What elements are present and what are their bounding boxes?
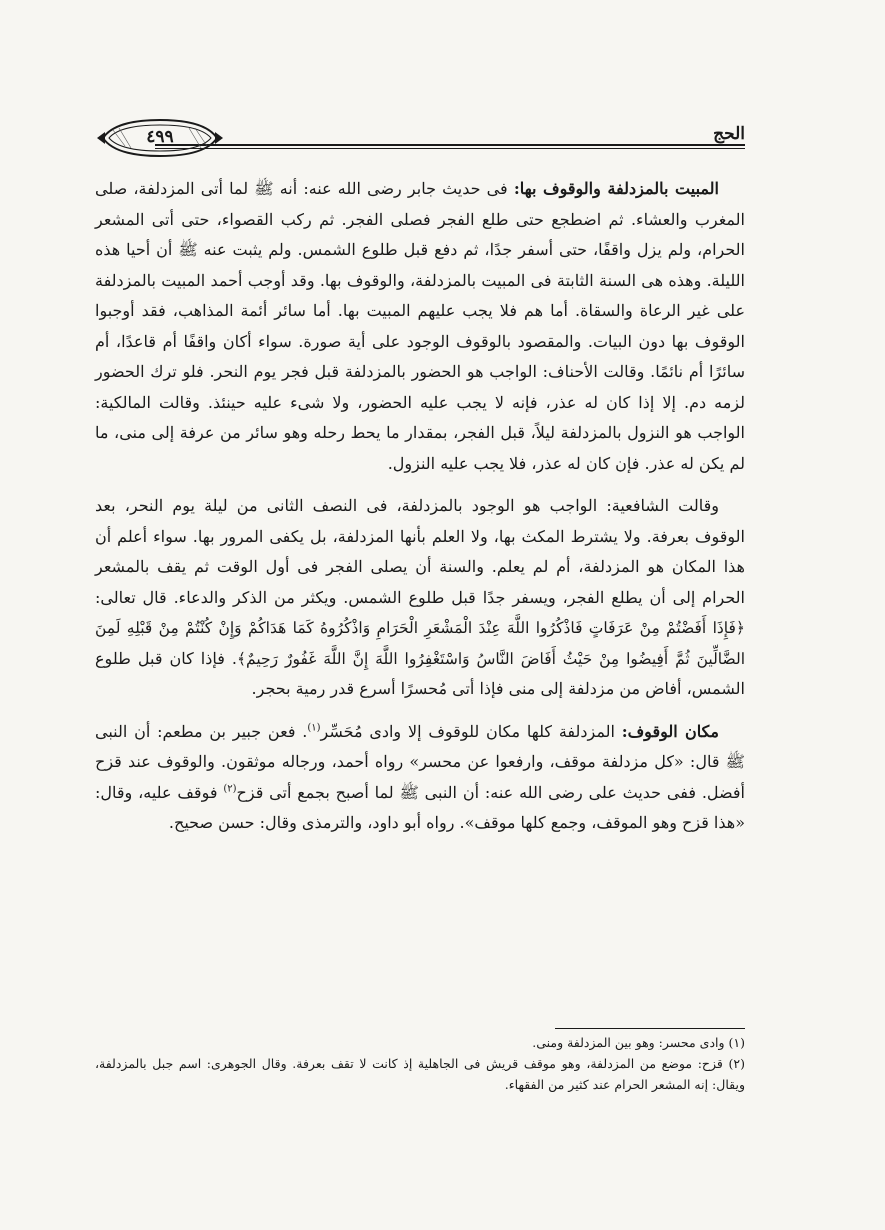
- paragraph-2: [95, 491, 745, 705]
- header-rule: [155, 144, 745, 149]
- paragraph-text: فوقف عليه، وقال: «هذا قزح وهو الموقف، وجمع كلها موقف». رواه أبو داود، والترمذى وقال: حسن صحيح.: [95, 782, 745, 832]
- footnote-2: [95, 1053, 745, 1095]
- paragraph-3: [95, 717, 745, 839]
- paragraph-text: المزدلفة كلها مكان للوقوف إلا وادى مُحَسِّر: [320, 721, 622, 741]
- paragraph-text: فى حديث جابر رضى الله عنه: أنه ﷺ لما أتى المزدلفة، صلى المغرب والعشاء. ثم اضطجع حتى طلع الفجر فصلى الفجر. ثم ركب القصواء، حتى أتى المشعر الحرام، ولم يزل واقفًا، حتى أسفر جدًا، ثم دفع قبل طلوع الشمس. ولم يثبت عنه ﷺ أن أحيا هذه الليلة. وهذه هى السنة الثابتة فى المبيت بالمزدلفة، والوقوف بها. وقد أوجب أحمد المبيت بالمزدلفة على غير الرعاة والسقاة. أما هم فلا يجب عليهم المبيت بها. أما سائر أئمة المذاهب، فقد أوجبوا الوقوف بها دون البيات. والمقصود بالوقوف الوجود على أية صورة. سواء أكان واقفًا أم قاعدًا، أم سائرًا أم نائمًا. وقالت الأحناف: الواجب هو الحضور بالمزدلفة قبل فجر يوم النحر. فلو ترك الحضور لزمه دم. إلا إذا كان له عذر، فإنه لا يجب عليه الحضور، ولا شىء عليه حينئذ. وقالت المالكية: الواجب هو النزول بالمزدلفة ليلاً، قبل الفجر، بمقدار ما يحط رحله وهو سائر من عرفة إلى منى، ما لم يكن له عذر. فإن كان له عذر، فلا يجب عليه النزول.: [95, 179, 745, 473]
- quran-verse: ﴿فَإِذَا أَفَضْتُمْ مِنْ عَرَفَاتٍ فَاذْكُرُوا اللَّهَ عِنْدَ الْمَشْعَرِ الْحَرَامِ وَاذْكُرُوهُ كَمَا هَدَاكُمْ وَإِنْ كُنْتُمْ مِنْ قَبْلِهِ لَمِنَ الضَّالِّينَ ثُمَّ أَفِيضُوا مِنْ حَيْثُ أَفَاضَ النَّاسُ وَاسْتَغْفِرُوا اللَّهَ إِنَّ اللَّهَ غَفُورٌ رَحِيمٌ﴾: [95, 619, 745, 668]
- paragraph-1: [95, 174, 745, 479]
- footnotes: [95, 1032, 745, 1095]
- footnote-text: قزح: موضع من المزدلفة، وهو موقف قريش فى الجاهلية إذ كانت لا تقف بعرفة. وقال الجوهرى: اسم جبل بالمزدلفة، ويقال: إنه المشعر الحرام عند كثير من الفقهاء.: [95, 1056, 745, 1092]
- footnote-number: (١): [728, 1035, 745, 1050]
- running-title: الحج: [713, 124, 745, 144]
- footnote-text: وادى محسر: وهو بين المزدلفة ومنى.: [532, 1035, 729, 1050]
- footnote-ref-2: (٢): [223, 783, 237, 795]
- page-header: [95, 118, 745, 162]
- section-heading-makan: مكان الوقوف:: [621, 721, 719, 741]
- footnote-ref-1: (١): [307, 722, 321, 734]
- paragraph-text: . فإذا كان قبل طلوع الشمس، أفاض من مزدلفة إلى منى فإذا أتى مُحسرًا أسرع قدر رمية بحجر.: [95, 648, 745, 698]
- paragraph-text: وقالت الشافعية: الواجب هو الوجود بالمزدلفة، فى النصف الثانى من ليلة يوم النحر، بعد الوقوف بعرفة. ولا يشترط المكث بها، ولا العلم بأنها المزدلفة، بل يكفى المرور بها. سواء أعلم أن هذا المكان هو المزدلفة، أم لم يعلم. والسنة أن يصلى الفجر فى أول الوقت ثم يقف بالمشعر الحرام إلى أن يطلع الفجر، ويسفر جدًا قبل طلوع الشمس. ويكثر من الذكر والدعاء. قال تعالى:: [95, 496, 746, 607]
- footnote-number: (٢): [728, 1056, 745, 1071]
- section-heading-mabit: المبيت بالمزدلفة والوقوف بها:: [513, 179, 719, 198]
- page-number-badge: [95, 118, 225, 158]
- footnote-divider: [555, 1028, 745, 1029]
- body-text: [95, 174, 745, 851]
- paragraph-text: . فعن جبير بن مطعم: أن النبى ﷺ قال: «كل مزدلفة موقف، وارفعوا عن محسر» رواه أحمد، ورجاله موثقون. والوقوف عند قزح أفضل. ففى حديث على رضى الله عنه: أن النبى ﷺ لما أصبح بجمع أتى قزح: [95, 721, 746, 802]
- page-number: ٤٩٩: [146, 127, 174, 147]
- footnote-1: [95, 1032, 745, 1053]
